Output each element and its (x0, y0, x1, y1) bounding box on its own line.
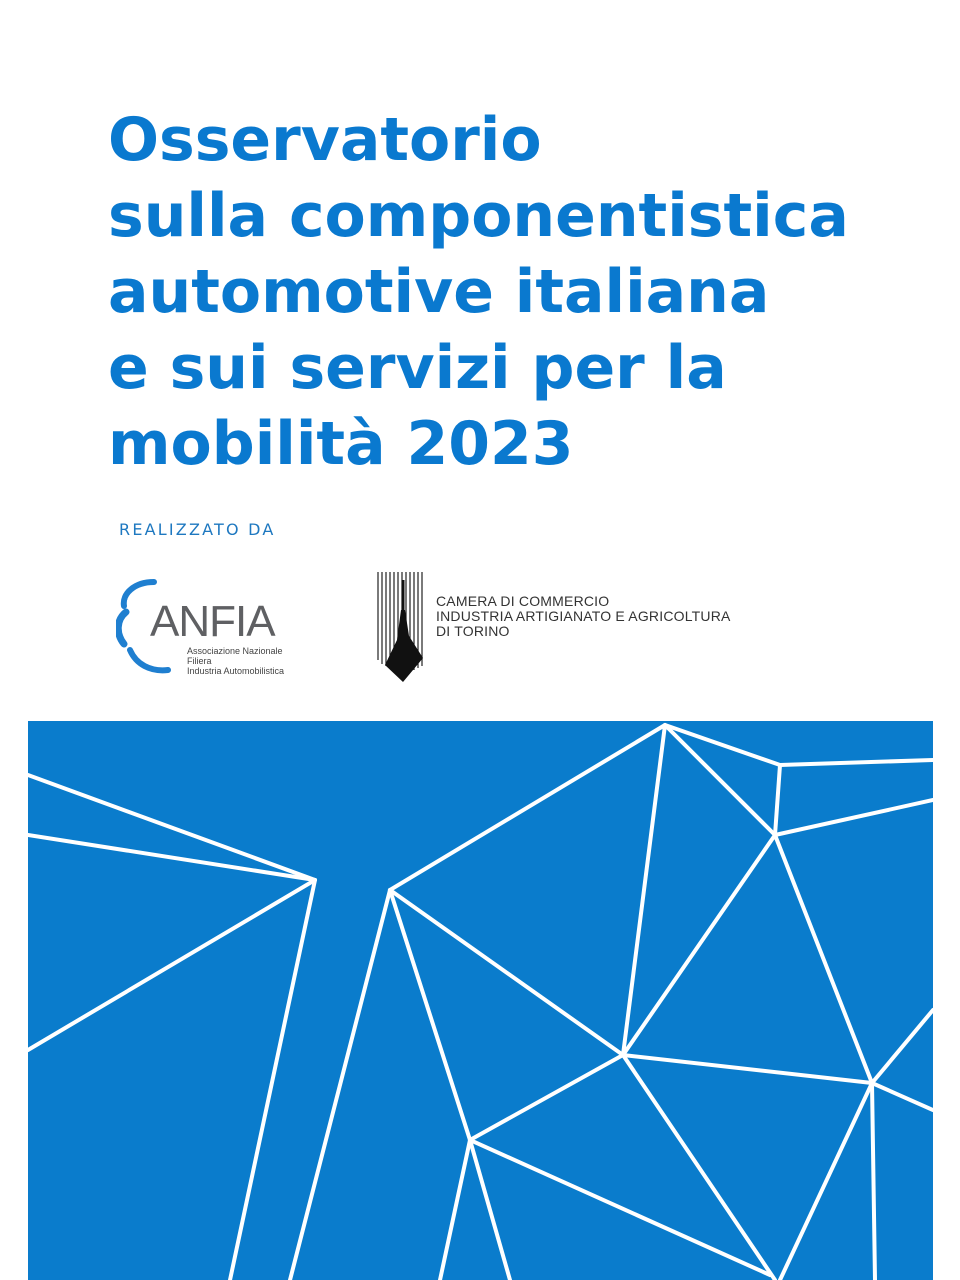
anfia-subtitle-line: Filiera (187, 656, 212, 666)
camera-commercio-logo (375, 570, 795, 685)
anfia-wordmark: ANFIA (150, 597, 275, 646)
anfia-subtitle-line: Industria Automobilistica (187, 666, 285, 676)
cover-title (108, 102, 908, 482)
title-line: automotive italiana (108, 257, 770, 327)
geometric-pattern (28, 721, 933, 1280)
mole-antonelliana-icon (375, 570, 433, 685)
title-line: mobilità 2023 (108, 409, 574, 479)
camera-line: DI TORINO (436, 623, 510, 639)
title-line: Osservatorio (108, 105, 542, 175)
camera-commercio-name (436, 594, 731, 639)
title-line: sulla componentistica (108, 181, 849, 251)
camera-line: INDUSTRIA ARTIGIANATO E AGRICOLTURA (436, 608, 731, 624)
anfia-subtitle-line: Associazione Nazionale (187, 646, 283, 656)
anfia-subtitle (187, 646, 284, 676)
credits-label: REALIZZATO DA (119, 520, 276, 539)
network-lines-graphic (28, 721, 933, 1280)
title-line: e sui servizi per la (108, 333, 727, 403)
camera-line: CAMERA DI COMMERCIO (436, 593, 610, 609)
anfia-logo (116, 572, 286, 682)
